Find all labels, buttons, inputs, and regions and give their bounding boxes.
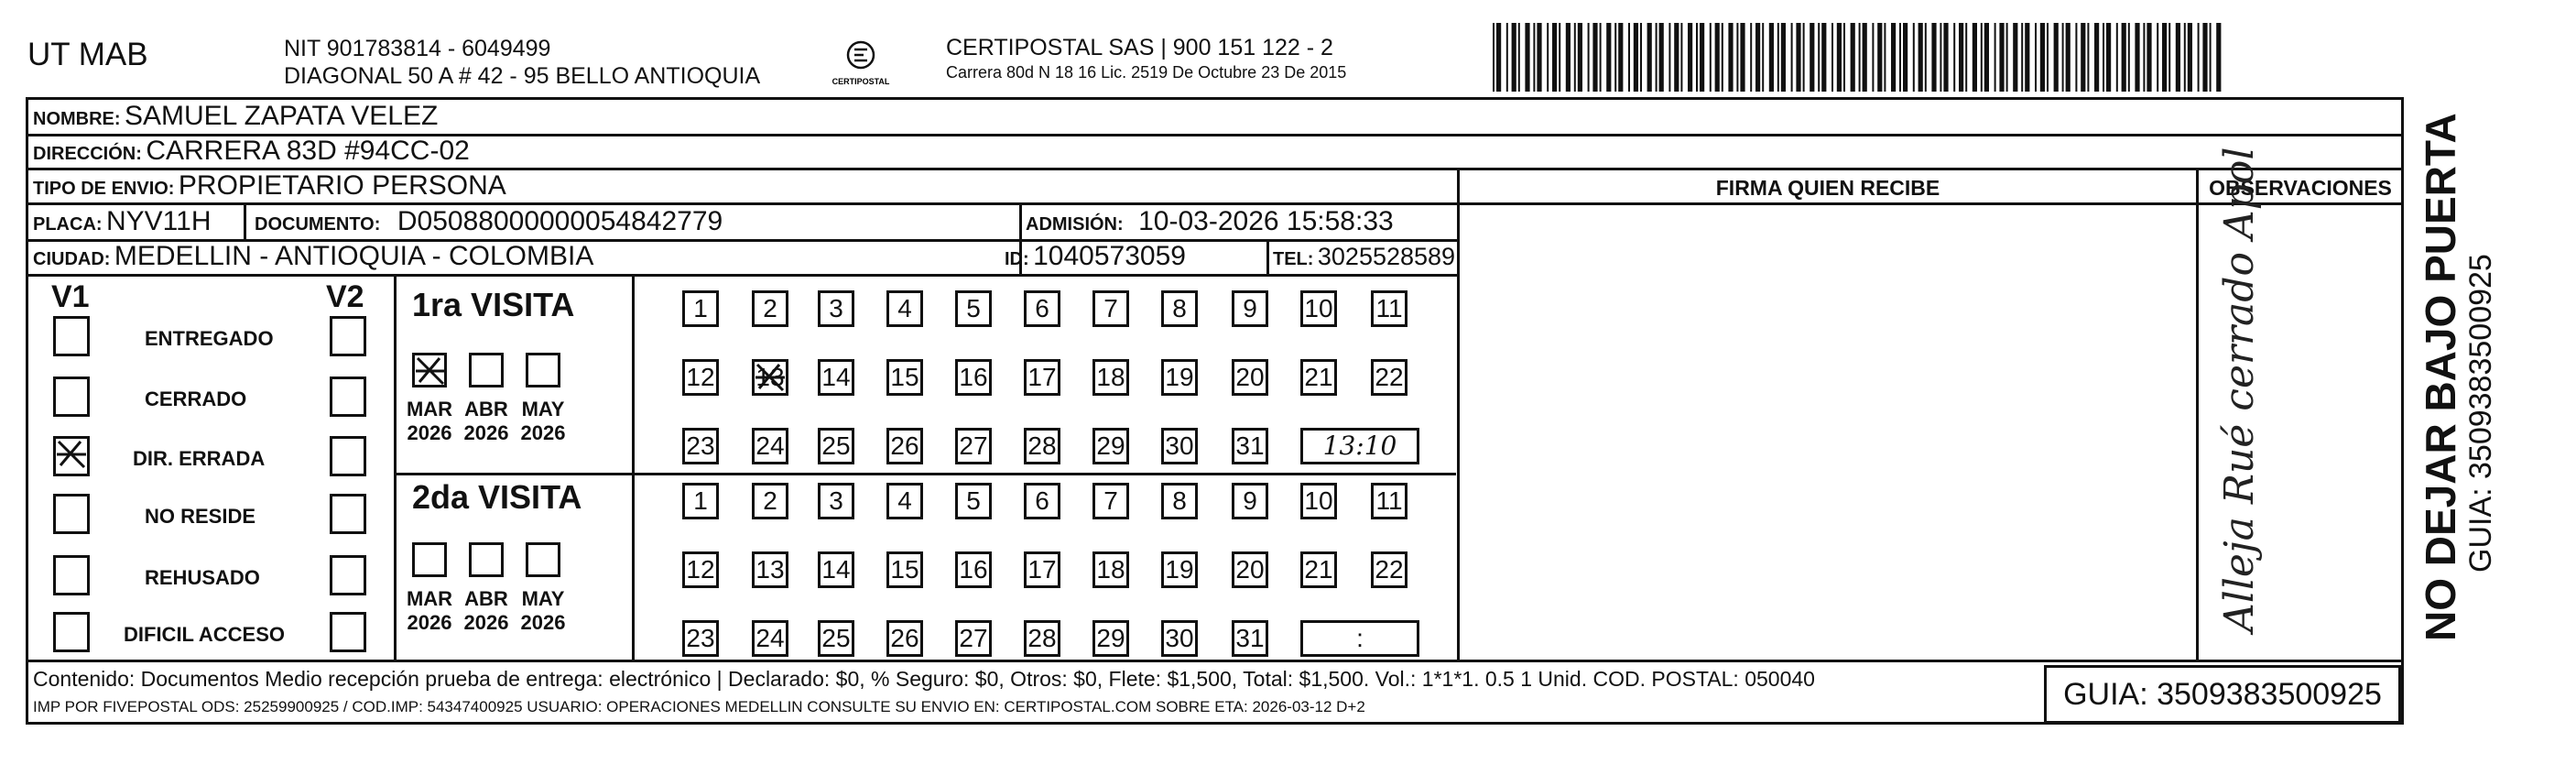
barcode-bar [1722,23,1723,92]
barcode-bar [2087,23,2089,92]
month-label: MAR [406,587,453,610]
first-visit-title: 1ra VISITA [412,286,575,323]
barcode-bar [2122,23,2126,92]
month-year: 2026 [463,611,509,634]
barcode-bar [2168,23,2170,92]
day-box[interactable]: 18 [1092,551,1129,588]
guia-number: GUIA: 3509383500925 [2044,665,2401,724]
v1-checkbox[interactable] [53,377,90,417]
ciudad-value: MEDELLIN - ANTIOQUIA - COLOMBIA [114,241,594,271]
placa-row [33,206,212,242]
day-box[interactable]: 3 [818,483,854,519]
day-box[interactable]: 4 [886,290,923,327]
direccion-row [33,136,470,171]
barcode-bar [1999,23,2004,92]
barcode-bar [1810,23,1814,92]
barcode-bar [1918,23,1923,92]
barcode-bar [2216,23,2221,92]
day-box[interactable]: 16 [955,551,992,588]
barcode-bar [1506,23,1508,92]
barcode-bar [1831,23,1833,92]
v2-checkbox[interactable] [330,612,366,652]
month-checkbox[interactable] [412,353,447,387]
barcode-bar [1940,23,1941,92]
barcode-bar [2135,23,2139,92]
barcode-bar [1578,23,1582,92]
barcode-bar [2047,23,2049,92]
day-box[interactable]: 10 [1300,483,1337,519]
day-box[interactable]: 12 [682,551,719,588]
admision-row [1026,206,1394,242]
barcode-bar [2106,23,2111,92]
barcode-bar [1781,23,1786,92]
day-box[interactable]: 8 [1161,483,1198,519]
barcode-bar [1984,23,1989,92]
barcode-bar [2025,23,2029,92]
month-label: MAR [406,398,453,420]
barcode-bar [2081,23,2085,92]
barcode-bar [1925,23,1927,92]
barcode-bar [1899,23,1901,92]
barcode-bar [2066,23,2071,92]
barcode-bar [1628,23,1630,92]
barcode-bar [1736,23,1738,92]
day-box[interactable]: 12 [682,359,719,396]
tel-row [1273,241,1455,277]
day-box[interactable]: 18 [1092,359,1129,396]
direccion-label: DIRECCIÓN: [33,144,142,164]
month-year: 2026 [463,421,509,444]
barcode-bar [2147,23,2151,92]
placa-label: PLACA: [33,214,103,235]
month-year: 2026 [407,421,452,444]
col-divider [1266,239,1269,274]
day-box[interactable]: 15 [886,359,923,396]
status-label: CERRADO [145,387,247,410]
firma-header: FIRMA QUIEN RECIBE [1715,176,1940,200]
nombre-label: NOMBRE: [33,109,121,129]
barcode-bar [1696,23,1698,92]
month-year: 2026 [520,611,566,634]
month-checkbox[interactable] [469,353,504,387]
day-box[interactable]: 11 [1371,483,1408,519]
day-box[interactable]: 1 [682,483,719,519]
barcode-bar [2162,23,2167,92]
day-box[interactable]: 19 [1161,551,1198,588]
barcode-bar [1973,23,1977,92]
status-label: REHUSADO [145,566,260,589]
id-row [1005,241,1186,277]
sender-address: DIAGONAL 50 A # 42 - 95 BELLO ANTIOQUIA [284,63,761,89]
day-box[interactable]: 26 [886,620,923,657]
barcode-bar [1913,23,1915,92]
barcode-bar [1943,23,1948,92]
placa-value: NYV11H [106,206,212,236]
carrier-license: Carrera 80d N 18 16 Lic. 2519 De Octubre 23 De 2015 [946,63,1347,82]
day-box[interactable]: 23 [682,428,719,464]
day-box[interactable]: 30 [1161,620,1198,657]
v1-header: V1 [51,279,90,314]
v2-checkbox[interactable] [330,377,366,417]
col-divider [1457,168,1460,660]
barcode-bar [2210,23,2212,92]
day-box[interactable]: 30 [1161,428,1198,464]
day-box[interactable]: 31 [1232,620,1268,657]
barcode-bar [1710,23,1712,92]
day-box[interactable]: 23 [682,620,719,657]
barcode-bar [1769,23,1774,92]
barcode-bar [1981,23,1983,92]
barcode-bar [1965,23,1967,92]
day-box[interactable]: 26 [886,428,923,464]
barcode-bar [1533,23,1535,92]
tel-value: 3025528589 [1317,243,1456,270]
barcode-bar [1740,23,1745,92]
day-box[interactable]: 5 [955,483,992,519]
v1-checkbox[interactable] [53,555,90,595]
barcode-bar [2006,23,2008,92]
barcode-bar [1659,23,1664,92]
barcode-bar [1618,23,1623,92]
barcode-bar [1574,23,1576,92]
barcode-bar [1837,23,1842,92]
barcode-bar [2176,23,2180,92]
second-visit-title: 2da VISITA [412,478,582,516]
day-box[interactable]: 14 [818,359,854,396]
day-box[interactable]: 21 [1300,551,1337,588]
month-label: MAY [521,587,565,610]
day-box[interactable]: 24 [752,428,788,464]
barcode-bar [1566,23,1571,92]
barcode-bar [2143,23,2145,92]
barcode-bar [1537,23,1541,92]
v1-checkbox[interactable] [53,436,90,476]
day-box[interactable]: 6 [1024,290,1060,327]
barcode-bar [2188,23,2192,92]
month-label: MAY [521,398,565,420]
day-box[interactable]: 10 [1300,290,1337,327]
day-box[interactable]: 25 [818,620,854,657]
barcode-bar [2094,23,2099,92]
day-box[interactable]: 5 [955,290,992,327]
carrier-info [946,35,1346,84]
day-box[interactable]: 11 [1371,290,1408,327]
side-guia: GUIA: 3509383500925 [2463,254,2498,573]
tipo-value: PROPIETARIO PERSONA [178,170,506,201]
barcode-bar [1884,23,1886,92]
day-box[interactable]: 9 [1232,290,1268,327]
barcode-bar [1796,23,1800,92]
status-label: DIR. ERRADA [133,447,266,470]
admision-value: 10-03-2026 15:58:33 [1138,206,1394,236]
barcode-bar [2040,23,2045,92]
day-box[interactable]: 1 [682,290,719,327]
day-box[interactable]: 7 [1092,483,1129,519]
barcode-bar [1994,23,1996,92]
barcode-bar [1818,23,1820,92]
month-checkbox[interactable] [526,353,560,387]
time-box[interactable]: : [1300,620,1419,657]
admision-label: ADMISIÓN: [1026,214,1124,235]
day-box[interactable]: 29 [1092,620,1129,657]
observaciones-header: OBSERVACIONES [2209,176,2392,200]
barcode-bar [1512,23,1516,92]
day-box[interactable]: 3 [818,290,854,327]
tel-label: TEL: [1273,249,1314,269]
ciudad-row [33,241,593,277]
barcode-bar [2116,23,2118,92]
barcode-bar [1777,23,1779,92]
barcode-bar [1518,23,1520,92]
row-divider [26,660,2404,662]
barcode-bar [1843,23,1845,92]
status-label: ENTREGADO [145,327,274,350]
barcode-bar [1493,23,1495,92]
barcode-bar [1859,23,1861,92]
barcode-bar [1959,23,1963,92]
day-box[interactable]: 7 [1092,290,1129,327]
id-value: 1040573059 [1033,241,1186,271]
day-box[interactable]: 27 [955,428,992,464]
barcode-bar [1668,23,1670,92]
barcode-bar [2054,23,2059,92]
v2-checkbox[interactable] [330,316,366,356]
barcode-bar [1715,23,1720,92]
day-box[interactable]: 19 [1161,359,1198,396]
month-label: ABR [464,587,508,610]
carrier-name: CERTIPOSTAL SAS | 900 151 122 - 2 [946,35,1333,60]
barcode-bar [1674,23,1679,92]
sender-info [284,35,760,90]
barcode-bar [2202,23,2207,92]
id-label: ID: [1005,249,1029,269]
barcode-bar [1728,23,1733,92]
barcode-bar [1821,23,1826,92]
barcode-bar [2103,23,2104,92]
month-checkbox[interactable] [412,542,447,577]
sender-nit: NIT 901783814 - 6049499 [284,36,551,61]
barcode-bar [1680,23,1682,92]
v2-checkbox[interactable] [330,494,366,534]
day-box[interactable]: 27 [955,620,992,657]
barcode-bar [1559,23,1560,92]
barcode-bar [1614,23,1616,92]
documento-label: DOCUMENTO: [255,214,381,235]
barcode-bar [1600,23,1602,92]
barcode-bar [2128,23,2130,92]
day-box[interactable]: 24 [752,620,788,657]
day-box[interactable]: 28 [1024,620,1060,657]
barcode-bar [1700,23,1704,92]
visit-divider [394,473,1456,475]
day-box[interactable]: 31 [1232,428,1268,464]
barcode-bar [1647,23,1652,92]
day-box[interactable]: 25 [818,428,854,464]
tipo-label: TIPO DE ENVIO: [33,179,175,199]
month-year: 2026 [407,611,452,634]
day-box[interactable]: 4 [886,483,923,519]
day-box[interactable]: 6 [1024,483,1060,519]
barcode-bar [1606,23,1611,92]
barcode-bar [1552,23,1557,92]
footer-content: Contenido: Documentos Medio recepción prueba de entrega: electrónico | Declarado: $0, % Seguro: $0, Otros: $0, Flete: $1,500, Total: $1,500. Vol.: 1*1*1. 0.5 1 Unid. COD. POSTAL: 050040 [33,667,1815,691]
barcode-bar [1762,23,1764,92]
day-box[interactable]: 22 [1371,359,1408,396]
col-divider [632,274,635,660]
day-box[interactable]: 17 [1024,551,1060,588]
documento-value: D05088000000054842779 [397,206,723,236]
time-box[interactable]: 13:10 [1300,428,1419,464]
barcode-bar [1891,23,1896,92]
barcode-bar [2184,23,2186,92]
day-box[interactable]: 29 [1092,428,1129,464]
barcode-bar [1851,23,1855,92]
barcode-bar [1640,23,1642,92]
month-year: 2026 [520,421,566,444]
day-box[interactable]: 13 [752,551,788,588]
barcode-bar [2075,23,2077,92]
day-box[interactable]: 15 [886,551,923,588]
barcode-bar [2035,23,2037,92]
barcode-bar [1755,23,1760,92]
barcode-bar [1863,23,1867,92]
barcode-bar [1688,23,1692,92]
barcode-bar [1634,23,1638,92]
footer-imp: IMP POR FIVEPOSTAL ODS: 25259900925 / COD.IMP: 54347400925 USUARIO: OPERACIONES MEDELLIN CONSULTE SU ENVIO EN: CERTIPOSTAL.COM SOBRE ETA: 2026-03-12 D+2 [33,698,1365,715]
barcode-bar [1496,23,1501,92]
barcode-bar [2157,23,2158,92]
ciudad-label: CIUDAD: [33,249,111,269]
day-box[interactable]: 8 [1161,290,1198,327]
v1-checkbox[interactable] [53,316,90,356]
v1-checkbox[interactable] [53,494,90,534]
barcode-bar [1803,23,1805,92]
barcode-bar [1525,23,1529,92]
day-box[interactable]: 21 [1300,359,1337,396]
svg-text:CERTIPOSTAL: CERTIPOSTAL [831,77,890,86]
status-label: NO RESIDE [145,505,256,528]
v2-checkbox[interactable] [330,436,366,476]
col-divider [2196,168,2199,660]
barcode [1493,23,2225,92]
col-divider [394,274,397,660]
barcode-bar [1872,23,1874,92]
day-box[interactable]: 17 [1024,359,1060,396]
col-divider [244,202,246,239]
barcode-bar [1877,23,1882,92]
day-box[interactable]: 22 [1371,551,1408,588]
status-label: DIFICIL ACCESO [124,623,286,646]
month-checkbox[interactable] [469,542,504,577]
v2-checkbox[interactable] [330,555,366,595]
day-box[interactable]: 2 [752,290,788,327]
month-label: ABR [464,398,508,420]
barcode-bar [1750,23,1752,92]
day-box[interactable]: 28 [1024,428,1060,464]
day-box[interactable]: 13 [752,359,788,396]
day-box[interactable]: 14 [818,551,854,588]
day-box[interactable]: 16 [955,359,992,396]
no-dejar-label: NO DEJAR BAJO PUERTA [2417,113,2464,641]
day-box[interactable]: 20 [1232,359,1268,396]
direccion-value: CARRERA 83D #94CC-02 [146,136,470,166]
barcode-bar [2021,23,2023,92]
day-box[interactable]: 9 [1232,483,1268,519]
certipostal-logo [820,37,902,92]
documento-row [255,206,723,242]
day-box[interactable]: 20 [1232,551,1268,588]
barcode-bar [1931,23,1936,92]
v2-header: V2 [326,279,364,314]
day-box[interactable]: 2 [752,483,788,519]
tipo-row [33,170,506,206]
barcode-bar [1953,23,1955,92]
month-checkbox[interactable] [526,542,560,577]
barcode-bar [1656,23,1658,92]
barcode-bar [2198,23,2200,92]
barcode-bar [1592,23,1597,92]
sender-name: UT MAB [27,37,148,72]
barcode-bar [2013,23,2017,92]
barcode-bar [1903,23,1908,92]
barcode-bar [2062,23,2064,92]
barcode-bar [1588,23,1590,92]
nombre-row [33,101,438,136]
v1-checkbox[interactable] [53,612,90,652]
barcode-bar [1791,23,1793,92]
nombre-value: SAMUEL ZAPATA VELEZ [125,101,439,131]
barcode-bar [1547,23,1549,92]
